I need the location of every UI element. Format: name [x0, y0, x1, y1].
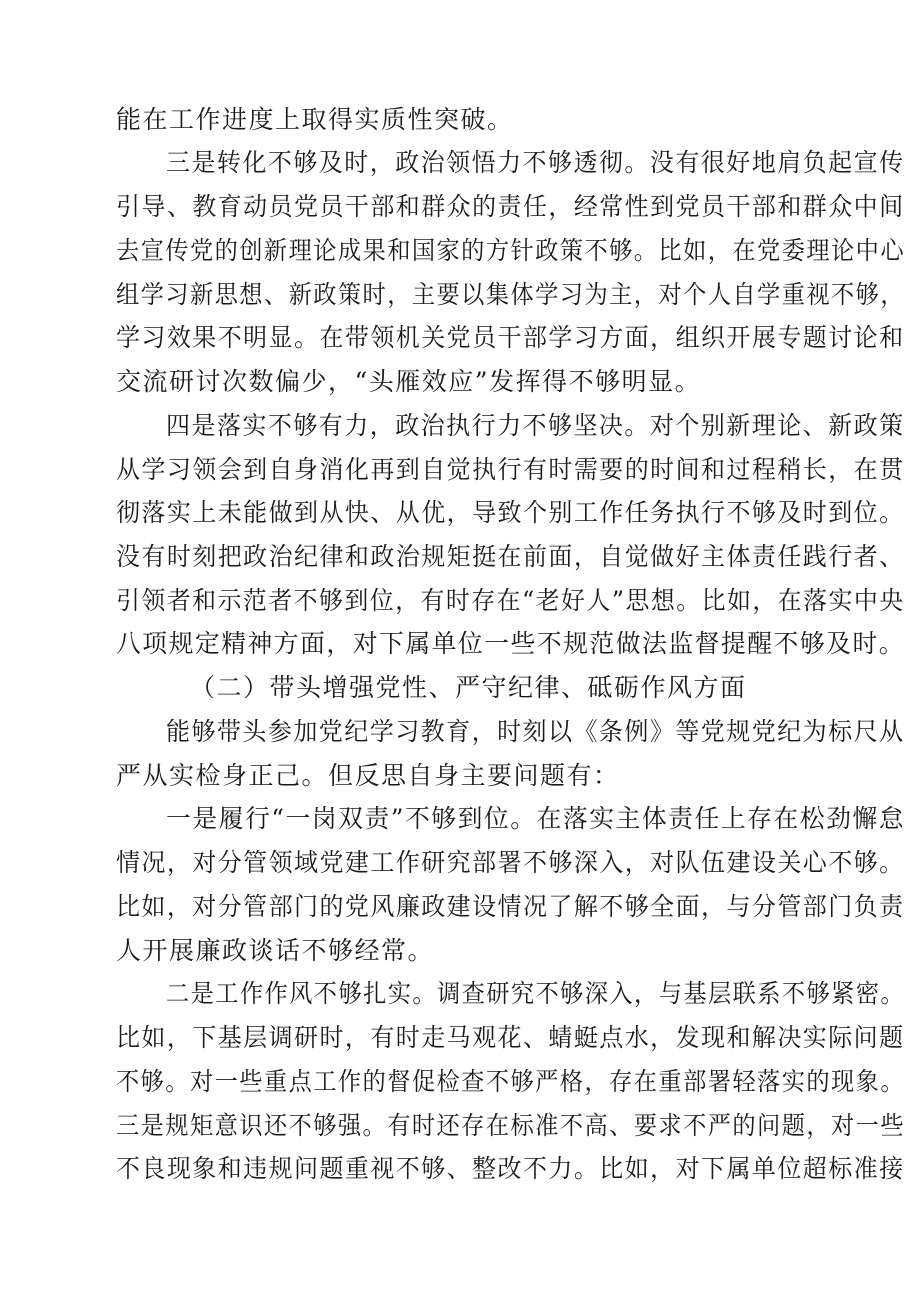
text-line: 没有时刻把政治纪律和政治规矩挺在前面，自觉做好主体责任践行者、 — [116, 542, 905, 571]
section-heading: （二）带头增强党性、严守纪律、砥砺作风方面 — [190, 673, 747, 702]
text-line: 彻落实上未能做到从快、从优，导致个别工作任务执行不够及时到位。 — [116, 498, 905, 527]
text-line: 三是规矩意识还不够强。有时还存在标准不高、要求不严的问题，对一些 — [116, 1111, 905, 1140]
text-line: 比如，下基层调研时，有时走马观花、蜻蜓点水，发现和解决实际问题 — [116, 1023, 905, 1052]
text-line: 不良现象和违规问题重视不够、整改不力。比如，对下属单位超标准接 — [116, 1154, 905, 1183]
text-line: 引导、教育动员党员干部和群众的责任，经常性到党员干部和群众中间 — [116, 192, 905, 221]
text-line: 情况，对分管领域党建工作研究部署不够深入，对队伍建设关心不够。 — [116, 848, 905, 877]
text-line: 比如，对分管部门的党风廉政建设情况了解不够全面，与分管部门负责 — [116, 892, 905, 921]
text-line: 不够。对一些重点工作的督促检查不够严格，存在重部署轻落实的现象。 — [116, 1067, 905, 1096]
text-line: 去宣传党的创新理论成果和国家的方针政策不够。比如，在党委理论中心 — [116, 236, 905, 265]
paragraph-first-line: 能够带头参加党纪学习教育，时刻以《条例》等党规党纪为标尺从 — [166, 717, 905, 746]
text-line: 交流研讨次数偏少，“头雁效应”发挥得不够明显。 — [116, 367, 702, 396]
text-line: 人开展廉政谈话不够经常。 — [116, 936, 435, 965]
text-line: 严从实检身正己。但反思自身主要问题有： — [116, 761, 620, 790]
paragraph-first-line: 三是转化不够及时，政治领悟力不够透彻。没有很好地肩负起宣传 — [166, 148, 905, 177]
text-line: 八项规定精神方面，对下属单位一些不规范做法监督提醒不够及时。 — [116, 629, 906, 658]
text-line: 学习效果不明显。在带领机关党员干部学习方面，组织开展专题讨论和 — [116, 323, 905, 352]
paragraph-first-line: 四是落实不够有力，政治执行力不够坚决。对个别新理论、新政策 — [166, 411, 905, 440]
text-line: 引领者和示范者不够到位，有时存在“老好人”思想。比如，在落实中央 — [116, 586, 905, 615]
text-line: 组学习新思想、新政策时，主要以集体学习为主，对个人自学重视不够， — [116, 280, 905, 309]
text-line: 能在工作进度上取得实质性突破。 — [116, 105, 514, 134]
text-line: 从学习领会到自身消化再到自觉执行有时需要的时间和过程稍长，在贯 — [116, 455, 905, 484]
paragraph-first-line: 一是履行“一岗双责”不够到位。在落实主体责任上存在松劲懈怠 — [166, 804, 906, 833]
paragraph-first-line: 二是工作作风不够扎实。调查研究不够深入，与基层联系不够紧密。 — [166, 979, 906, 1008]
